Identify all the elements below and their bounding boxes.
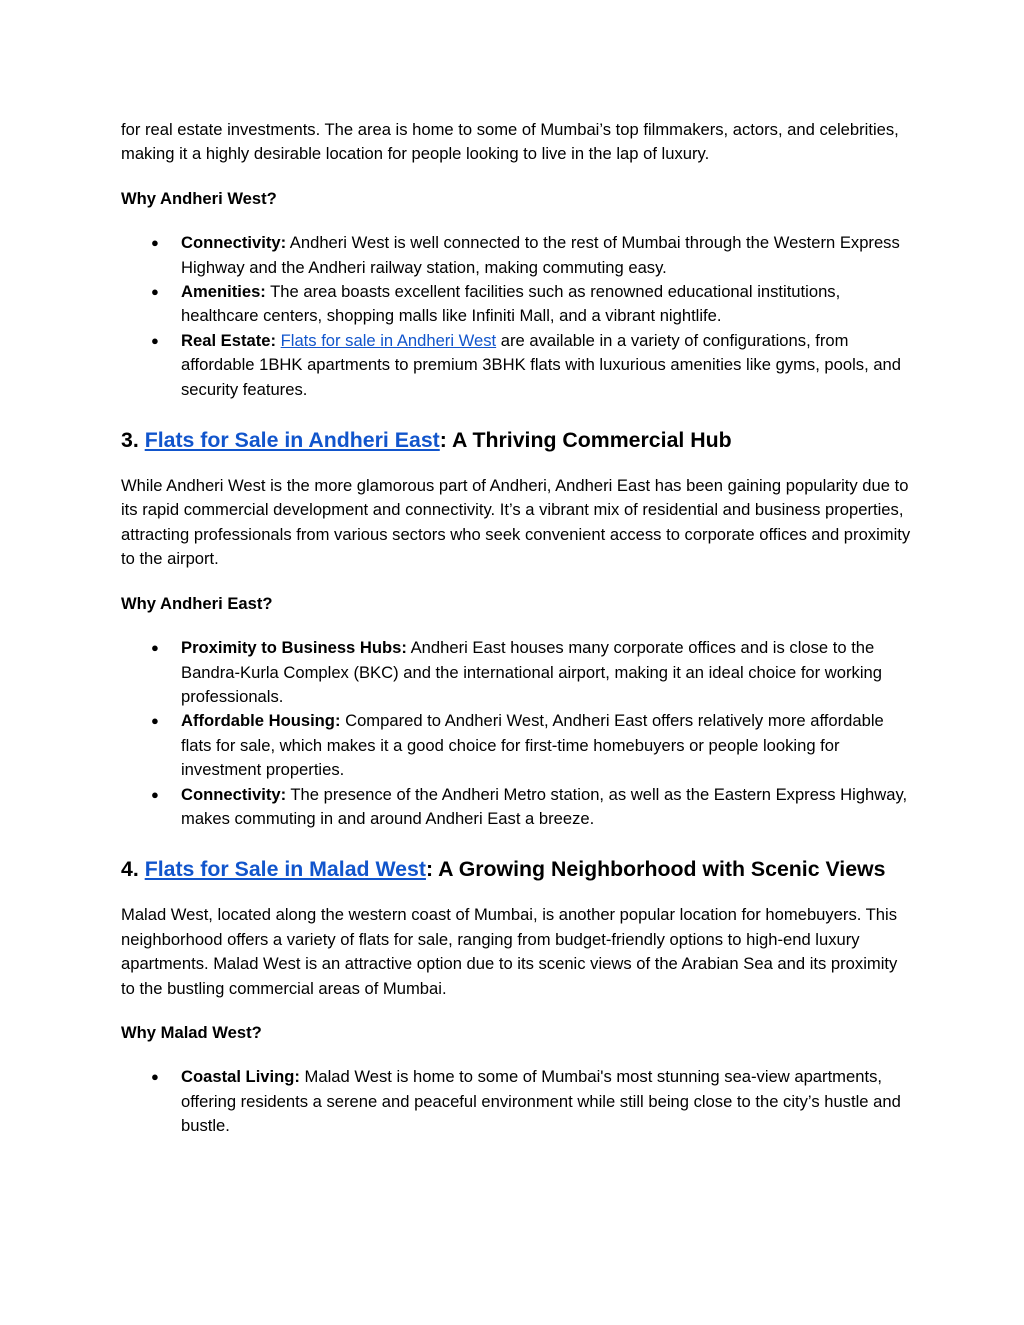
why-andheri-east-heading: Why Andheri East? (121, 593, 273, 613)
intro-paragraph: for real estate investments. The area is home to some of Mumbai’s top filmmakers, actors, and celebrities, making it a highly desirable location for people looking to live in the lap of luxury. (121, 120, 899, 164)
list-item-text: Andheri East houses many corporate offices and is close to the Bandra-Kurla Complex (BKC) and the international airport, making it an ideal choice for working professionals. (181, 638, 882, 706)
list-item (121, 280, 911, 329)
malad-west-paragraph: Malad West, located along the western coast of Mumbai, is another popular location for homebuyers. This neighborhood offers a variety of flats for sale, ranging from budget-friendly options to high-end luxury apartments. Malad West is an attractive option due to its scenic views of the Arabian Sea and its proximity to the bustling commercial areas of Mumbai. (121, 905, 898, 998)
list-item-label: Real Estate: (181, 330, 276, 350)
bullet-icon: ● (151, 332, 159, 348)
andheri-west-link[interactable]: Flats for sale in Andheri West (280, 330, 497, 350)
list-item (121, 231, 911, 280)
why-andheri-west-heading: Why Andheri West? (121, 188, 277, 208)
section-heading-malad-west (121, 855, 911, 883)
list-item-text: Compared to Andheri West, Andheri East offers relatively more affordable flats for sale, which makes it a good choice for first-time homebuyers or people looking for investment properties. (181, 711, 884, 780)
list-item-label: Amenities: (181, 282, 266, 302)
malad-west-list (121, 1065, 911, 1138)
section-number: 4. (121, 857, 145, 882)
list-item-label: Proximity to Business Hubs: (181, 638, 407, 658)
bullet-icon: ● (151, 640, 159, 656)
list-item (121, 1065, 911, 1138)
list-item-text: Andheri West is well connected to the rest of Mumbai through the Western Express Highway and the Andheri railway station, making commuting easy. (181, 233, 900, 277)
bullet-icon: ● (151, 284, 159, 300)
andheri-east-paragraph: While Andheri West is the more glamorous part of Andheri, Andheri East has been gaining popularity due to its rapid commercial development and connectivity. It’s a vibrant mix of residential and business properties, attracting professionals from various sectors who seek convenient access to corporate offices and proximity to the airport. (121, 476, 911, 569)
bullet-icon: ● (151, 713, 159, 729)
list-item-label: Connectivity: (181, 233, 287, 253)
list-item-label: Coastal Living: (181, 1067, 300, 1087)
document-page (121, 118, 911, 1139)
bullet-icon: ● (151, 235, 159, 251)
list-item (121, 709, 911, 782)
list-item-text: are available in a variety of configurations, from affordable 1BHK apartments to premium 3BHK flats with luxurious amenities like gyms, pools, and security features. (181, 330, 902, 399)
list-item-label: Affordable Housing: (181, 711, 341, 731)
list-item-text: The presence of the Andheri Metro station, as well as the Eastern Express Highway, makes commuting in and around Andheri East a breeze. (181, 784, 908, 828)
bullet-icon: ● (151, 1069, 159, 1085)
list-item (121, 636, 911, 709)
section-heading-rest: : A Growing Neighborhood with Scenic Views (425, 857, 886, 882)
andheri-west-list (121, 231, 911, 402)
list-item-text: The area boasts excellent facilities such as renowned educational institutions, healthcare centers, shopping malls like Infiniti Mall, and a vibrant nightlife. (181, 282, 841, 326)
andheri-east-heading-link[interactable]: Flats for Sale in Andheri East (144, 428, 440, 453)
list-item (121, 329, 911, 402)
list-item-label: Connectivity: (181, 784, 287, 804)
andheri-east-list (121, 636, 911, 831)
section-number: 3. (121, 428, 145, 453)
why-malad-west-heading: Why Malad West? (121, 1022, 262, 1042)
bullet-icon: ● (151, 786, 159, 802)
malad-west-heading-link[interactable]: Flats for Sale in Malad West (144, 857, 426, 882)
section-heading-andheri-east (121, 426, 911, 454)
list-item (121, 783, 911, 832)
section-heading-rest: : A Thriving Commercial Hub (439, 428, 732, 453)
list-item-text: Malad West is home to some of Mumbai's most stunning sea-view apartments, offering residents a serene and peaceful environment while still being close to the city’s hustle and bustle. (181, 1067, 901, 1136)
